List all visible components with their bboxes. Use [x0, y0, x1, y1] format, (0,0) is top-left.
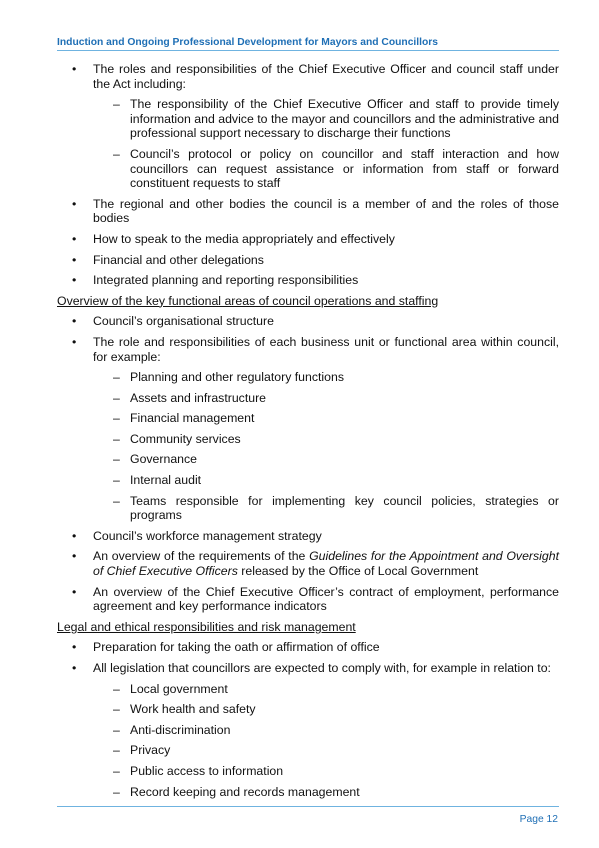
- dash-item: [57, 723, 559, 738]
- dash-marker: –: [113, 702, 120, 717]
- dash-item: [57, 764, 559, 779]
- bullet-marker: •: [72, 273, 77, 288]
- bullet-item: [57, 335, 559, 364]
- bullet-marker: •: [72, 62, 77, 76]
- dash-text: Local government: [130, 681, 228, 696]
- bullet-item: [57, 253, 559, 268]
- guidelines-title: Guidelines for the Appointment and Oversight of Chief Executive Officers: [93, 549, 559, 579]
- dash-item: [57, 370, 559, 385]
- bullet-item: [57, 585, 559, 614]
- dash-text: Anti-discrimination: [130, 722, 231, 737]
- dash-marker: –: [113, 411, 120, 426]
- dash-item: [57, 785, 559, 800]
- page-content: [57, 62, 559, 805]
- bullet-text: An overview of the Chief Executive Officer’s contract of employment, performance agreement and key performance indicators: [93, 584, 559, 614]
- dash-text: Assets and infrastructure: [130, 390, 267, 405]
- bullet-item: [57, 273, 559, 288]
- dash-marker: –: [113, 146, 120, 161]
- bullet-item: [57, 640, 559, 655]
- section-heading: Overview of the key functional areas of council operations and staffing: [57, 293, 439, 308]
- dash-marker: –: [113, 97, 120, 112]
- dash-item: [57, 97, 559, 141]
- bullet-text: Integrated planning and reporting responsibilities: [93, 273, 359, 288]
- bullet-marker: •: [72, 549, 77, 564]
- bullet-item: [57, 62, 559, 91]
- bullet-text: Council’s workforce management strategy: [93, 528, 322, 543]
- dash-item: [57, 452, 559, 467]
- dash-item: [57, 702, 559, 717]
- bullet-text: How to speak to the media appropriately and effectively: [93, 231, 395, 246]
- dash-marker: –: [113, 431, 120, 446]
- bullet-item: [57, 661, 559, 676]
- dash-item: [57, 391, 559, 406]
- bullet-text: The regional and other bodies the council is a member of and the roles of those bodies: [93, 196, 559, 226]
- bullet-marker: •: [72, 640, 77, 655]
- dash-item: [57, 494, 559, 523]
- dash-marker: –: [113, 722, 120, 737]
- bullet-marker: •: [72, 196, 77, 211]
- page-number: Page 12: [519, 814, 558, 825]
- bullet-text: Council’s organisational structure: [93, 314, 274, 329]
- running-header-title: Induction and Ongoing Professional Development for Mayors and Councillors: [57, 37, 439, 48]
- bullet-text: [93, 549, 559, 578]
- bullet-marker: •: [72, 528, 77, 543]
- bullet-marker: •: [72, 314, 77, 329]
- dash-marker: –: [113, 473, 120, 488]
- dash-text: Internal audit: [130, 473, 202, 488]
- dash-marker: –: [113, 763, 120, 778]
- bullet-marker: •: [72, 252, 77, 267]
- bullet-text-suffix: released by the Office of Local Government: [237, 564, 479, 579]
- dash-text: Financial management: [130, 411, 255, 426]
- dash-text: Community services: [130, 431, 241, 446]
- dash-text: Teams responsible for implementing key council policies, strategies or programs: [130, 493, 559, 523]
- dash-text: Record keeping and records management: [130, 784, 360, 799]
- bullet-marker: •: [72, 231, 77, 246]
- bullet-text: All legislation that councillors are expected to comply with, for example in relation to:: [93, 661, 551, 675]
- dash-text: Public access to information: [130, 763, 284, 778]
- dash-marker: –: [113, 390, 120, 405]
- dash-item: [57, 147, 559, 191]
- bullet-text: Financial and other delegations: [93, 252, 264, 267]
- dash-item: [57, 473, 559, 488]
- dash-text: Planning and other regulatory functions: [130, 370, 344, 385]
- bullet-text: The role and responsibilities of each business unit or functional area within council, for example:: [93, 334, 559, 364]
- dash-item: [57, 432, 559, 447]
- bullet-marker: •: [72, 661, 77, 675]
- dash-marker: –: [113, 493, 120, 508]
- dash-marker: –: [113, 452, 120, 467]
- bullet-marker: •: [72, 584, 77, 599]
- dash-item: [57, 411, 559, 426]
- dash-marker: –: [113, 784, 120, 799]
- dash-text: Work health and safety: [130, 702, 256, 717]
- dash-marker: –: [113, 370, 120, 385]
- section-heading: Legal and ethical responsibilities and risk management: [57, 619, 356, 634]
- dash-text: Governance: [130, 452, 197, 467]
- dash-marker: –: [113, 681, 120, 696]
- bullet-text-prefix: An overview of the requirements of the: [93, 549, 310, 564]
- header-divider: [57, 50, 559, 51]
- bullet-text: Preparation for taking the oath or affirmation of office: [93, 640, 380, 655]
- bullet-marker: •: [72, 334, 77, 349]
- bullet-item: [57, 529, 559, 544]
- dash-item: [57, 743, 559, 758]
- dash-marker: –: [113, 743, 120, 758]
- bullet-text: The roles and responsibilities of the Chief Executive Officer and council staff under the Act including:: [93, 62, 559, 91]
- footer-divider: [57, 806, 559, 807]
- dash-item: [57, 682, 559, 697]
- bullet-item: [57, 197, 559, 226]
- dash-text: Privacy: [130, 743, 171, 758]
- dash-text: The responsibility of the Chief Executive Officer and staff to provide timely information and advice to the mayor and councillors and the administrative and professional support necessary to discharge their functions: [130, 97, 559, 141]
- bullet-item: [57, 549, 559, 578]
- bullet-item: [57, 314, 559, 329]
- dash-text: Council’s protocol or policy on councillor and staff interaction and how councillors can request assistance or information from staff or forward constituent requests to staff: [130, 146, 559, 191]
- bullet-item: [57, 232, 559, 247]
